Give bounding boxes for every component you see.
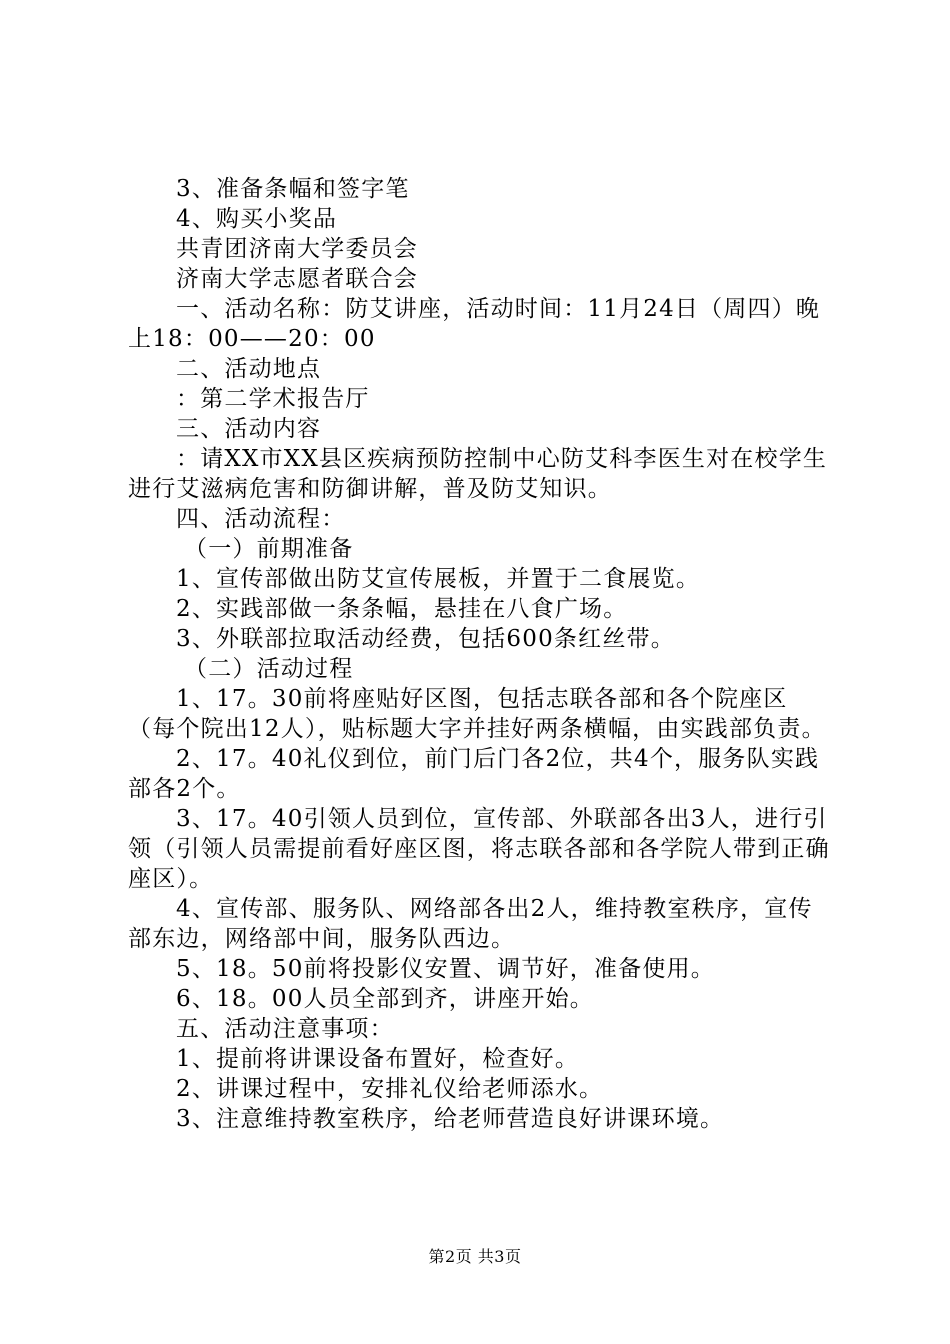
heading-activity-content: 三、活动内容 <box>176 416 322 442</box>
paragraph-process-2: 2、17。40礼仪到位，前门后门各2位，共4个，服务队实践部各2个。 <box>128 746 820 802</box>
paragraph-note-1: 1、提前将讲课设备布置好，检查好。 <box>176 1046 580 1072</box>
paragraph-process-4: 4、宣传部、服务队、网络部各出2人，维持教室秩序，宣传部东边，网络部中间，服务队西边。 <box>128 896 813 952</box>
paragraph-prep-prizes: 4、购买小奖品 <box>176 206 338 232</box>
paragraph-process-1: 1、17。30前将座贴好区图，包括志联各部和各个院座区（每个院出12人），贴标题大字并挂好两条横幅，由实践部负责。 <box>128 686 826 742</box>
paragraph-org-youth-league: 共青团济南大学委员会 <box>176 236 418 262</box>
paragraph-prep-1: 1、宣传部做出防艾宣传展板，并置于二食展览。 <box>176 566 701 592</box>
paragraph-prep-2: 2、实践部做一条条幅，悬挂在八食广场。 <box>176 596 628 622</box>
heading-notes: 五、活动注意事项： <box>176 1016 394 1042</box>
paragraph-note-3: 3、注意维持教室秩序，给老师营造良好讲课环境。 <box>176 1106 725 1132</box>
paragraph-prep-3: 3、外联部拉取活动经费，包括600条红丝带。 <box>176 626 675 652</box>
paragraph-prep-banner: 3、准备条幅和签字笔 <box>176 176 410 202</box>
paragraph-activity-content: ：请XX市XX县区疾病预防控制中心防艾科李医生对在校学生进行艾滋病危害和防御讲解，普及防艾知识。 <box>128 446 828 502</box>
paragraph-activity-location: ：第二学术报告厅 <box>176 386 370 412</box>
heading-preparation: （一）前期准备 <box>184 536 354 562</box>
paragraph-process-3: 3、17。40引领人员到位，宣传部、外联部各出3人，进行引领（引领人员需提前看好座区图，将志联各部和各学院人带到正确座区）。 <box>128 806 830 892</box>
heading-activity-location: 二、活动地点 <box>176 356 322 382</box>
document-body <box>128 174 833 1134</box>
page-number: 第2页 共3页 <box>428 1247 522 1266</box>
paragraph-activity-name-time: 一、活动名称：防艾讲座，活动时间：11月24日（周四）晚上18：00——20：00 <box>128 296 821 352</box>
paragraph-note-2: 2、讲课过程中，安排礼仪给老师添水。 <box>176 1076 604 1102</box>
heading-process: （二）活动过程 <box>184 656 354 682</box>
paragraph-org-volunteer-union: 济南大学志愿者联合会 <box>176 266 418 292</box>
paragraph-process-6: 6、18。00人员全部到齐，讲座开始。 <box>176 986 594 1012</box>
page-footer <box>0 1244 950 1267</box>
heading-activity-process: 四、活动流程： <box>176 506 346 532</box>
paragraph-process-5: 5、18。50前将投影仪安置、调节好，准备使用。 <box>176 956 715 982</box>
